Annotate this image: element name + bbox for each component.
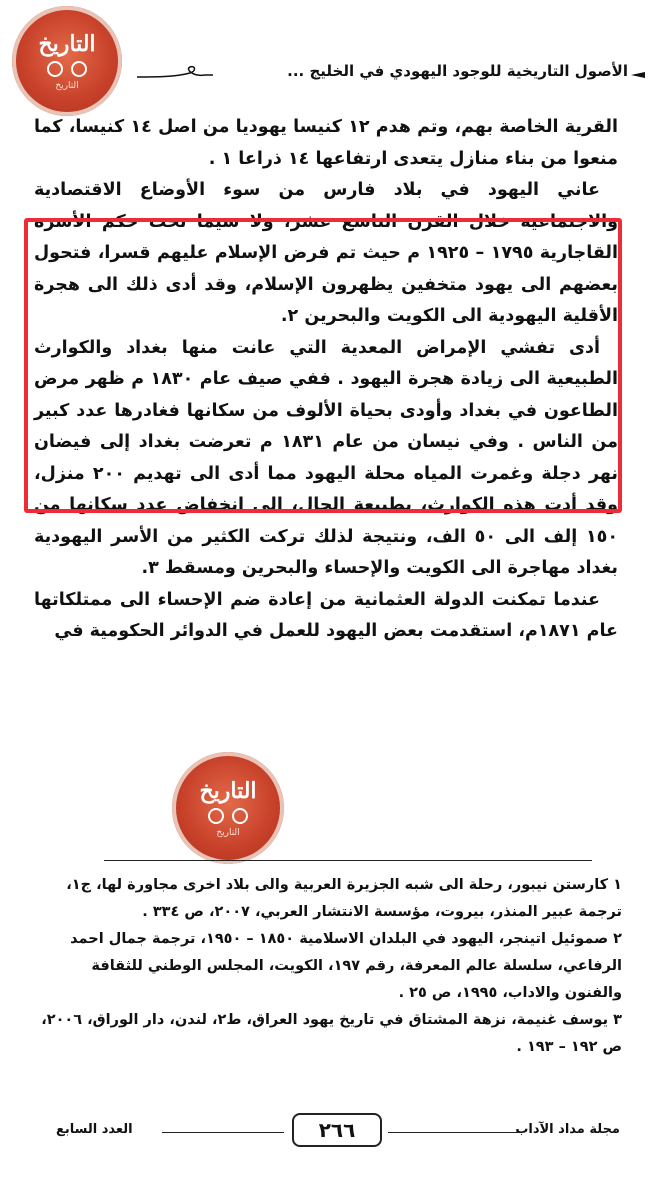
paragraph-4: عندما تمكنت الدولة العثمانية من إعادة ضم الإحساء الى ممتلكاتها عام ١٨٧١م، استقدمت بعض اليهود للعمل في الدوائر الحكومية في [34, 589, 618, 641]
paragraph-3: أدى تفشي الإمراض المعدية التي عانت منها بغداد والكوارث الطبيعية الى زيادة هجرة اليهود . ففي صيف عام ١٨٣٠ م ظهر مرض الطاعون في بغداد وأودى بحياة الألوف من سكانها فغادرها عدد كبير من الناس . وفي نيسان من عام ١٨٣١ م تعرضت بغداد إلى فيضان نهر دجلة وغمرت المياه محلة اليهود مما أدى الى تهديم ٢٠٠ منزل، وقد أدت هذه الكوارث، بطبيعة الحال، الى انخفاض عدد سكانها من ١٥٠ إلف الى ٥٠ الف، ونتيجة لذلك تركت الكثير من الأسر اليهودية بغداد مهاجرة الى الكويت والإحساء والبحرين ومسقط ٣. [34, 337, 618, 578]
ornament-swirl-icon [135, 63, 215, 81]
logo-text: التاريخ [38, 31, 96, 57]
footnote-divider [104, 860, 592, 861]
paragraph-1: القرية الخاصة بهم، وتم هدم ١٢ كنيسا يهوديا من اصل ١٤ كنيسا، كما منعوا من بناء منازل يتعدى ارتفاعها ١٤ ذراعا ١ . [34, 117, 618, 169]
footer-line-left [162, 1132, 284, 1133]
page-number: ٢٦٦ [292, 1113, 382, 1147]
header-arrow-icon [631, 72, 645, 78]
logo-subtext: التاريخ [216, 828, 240, 838]
footnotes [34, 872, 622, 1061]
footnote-3: ٣ يوسف غنيمة، نزهة المشتاق في تاريخ يهود العراق، ط٢، لندن، دار الوراق، ٢٠٠٦، ص ١٩٢ – ١٩٣ . [41, 1012, 622, 1055]
footnote-1: ١ كارستن نيبور، رحلة الى شبه الجزيرة العربية والى بلاد اخرى مجاورة لها، ج١، ترجمة عبير المنذر، بيروت، مؤسسة الانتشار العربي، ٢٠٠٧، ص ٣٣٤ . [66, 877, 622, 920]
page-footer [40, 1110, 620, 1150]
issue-label: العدد السابع [56, 1122, 133, 1137]
footer-line-right [388, 1132, 518, 1133]
logo-text: التاريخ [199, 778, 257, 804]
watermark-logo-bottom [172, 752, 284, 864]
logo-dots-icon [208, 808, 248, 824]
journal-name: مجلة مداد الآداب [515, 1122, 620, 1137]
logo-subtext: التاريخ [55, 81, 79, 91]
footnote-2: ٢ صموئيل اتينجر، اليهود في البلدان الاسلامية ١٨٥٠ – ١٩٥٠، ترجمة جمال احمد الرفاعي، سلسلة عالم المعرفة، رقم ١٩٧، الكويت، المجلس الوطني للثقافة والفنون والاداب، ١٩٩٥، ص ٢٥ . [70, 931, 622, 1001]
running-header: الأصول التاريخية للوجود اليهودي في الخليج ... [287, 62, 628, 80]
paragraph-2: عاني اليهود في بلاد فارس من سوء الأوضاع الاقتصادية والاجتماعية خلال القرن التاسع عشر، ولا سيما تحت حكم الأسرة القاجارية ١٧٩٥ – ١٩٢٥ م حيث تم فرض الإسلام عليهم قسرا، فتحول بعضهم الى يهود متخفين يظهرون الإسلام، وقد أدى ذلك الى هجرة الأقلية اليهودية الى الكويت والبحرين ٢. [34, 180, 618, 326]
logo-dots-icon [47, 61, 87, 77]
highlight-box [24, 218, 622, 513]
watermark-logo-top [12, 6, 122, 116]
